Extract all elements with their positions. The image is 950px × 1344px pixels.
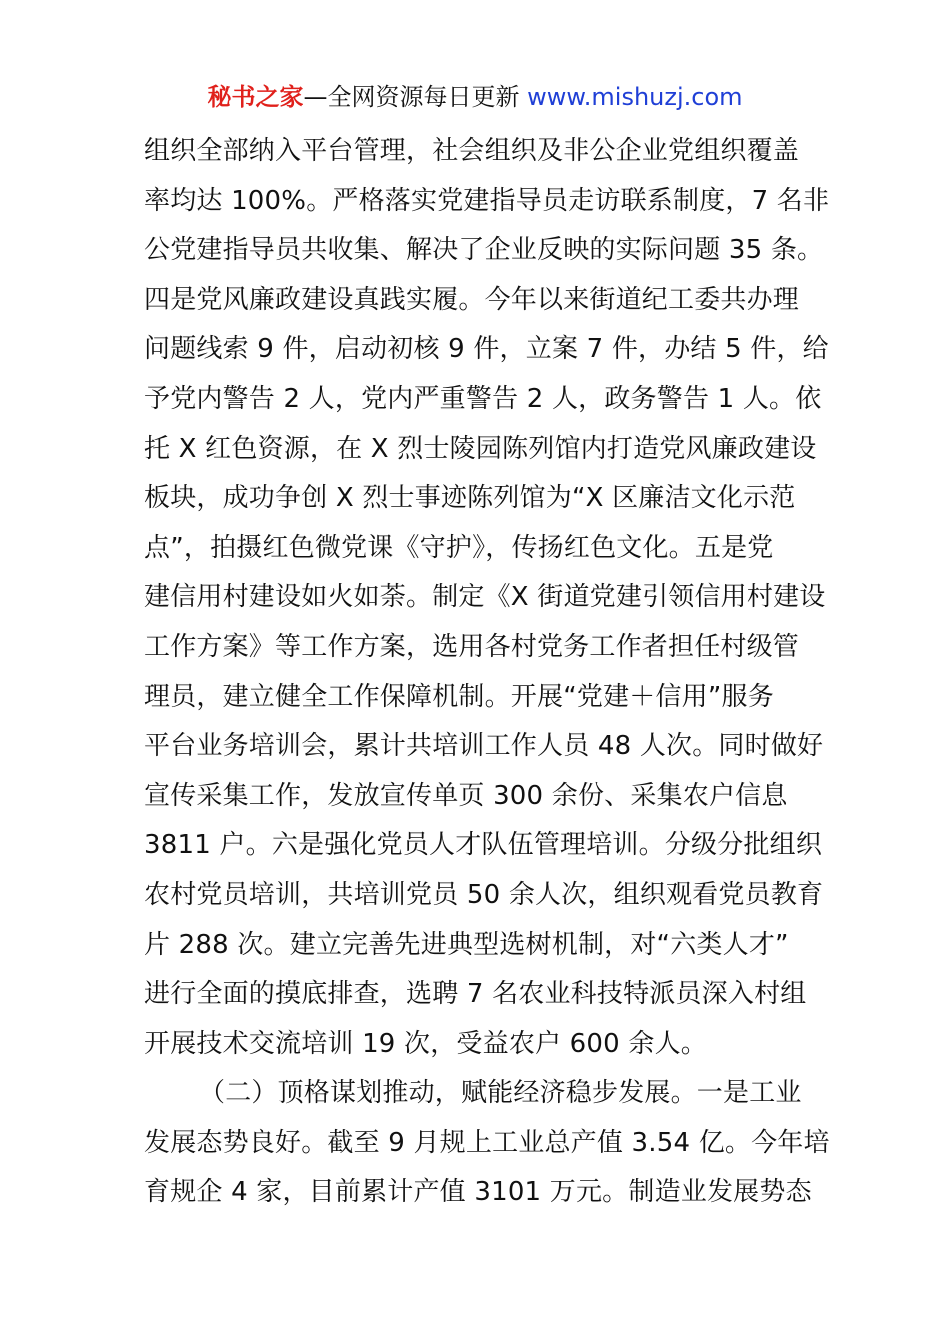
text-line: 宣传采集工作，发放宣传单页 300 余份、采集农户信息 bbox=[144, 780, 788, 811]
text-line: 组织全部纳入平台管理，社会组织及非公企业党组织覆盖 bbox=[144, 136, 800, 166]
text-line: 问题线索 9 件，启动初核 9 件，立案 7 件，办结 5 件，给 bbox=[144, 334, 829, 365]
text-line: 公党建指导员共收集、解决了企业反映的实际问题 35 条。 bbox=[144, 235, 824, 266]
text-line: 进行全面的摸底排查，选聘 7 名农业科技特派员深入村组 bbox=[144, 979, 807, 1010]
text-line: 育规企 4 家，目前累计产值 3101 万元。制造业发展势态 bbox=[144, 1177, 812, 1208]
text-line: 率均达 100%。严格落实党建指导员走访联系制度，7 名非 bbox=[144, 185, 830, 216]
text-line: 托 X 红色资源，在 X 烈士陵园陈列馆内打造党风廉政建设 bbox=[144, 433, 817, 464]
header-tagline: —全网资源每日更新 bbox=[303, 83, 528, 111]
text-line: 开展技术交流培训 19 次，受益农户 600 余人。 bbox=[144, 1028, 707, 1059]
text-line: 建信用村建设如火如荼。制定《X 街道党建引领信用村建设 bbox=[144, 582, 826, 613]
text-line: 点”，拍摄红色微党课《守护》，传扬红色文化。五是党 bbox=[144, 532, 774, 563]
text-line: 理员，建立健全工作保障机制。开展“党建＋信用”服务 bbox=[144, 681, 774, 712]
page-header bbox=[0, 80, 950, 114]
text-line: 片 288 次。建立完善先进典型选树机制，对“六类人才” bbox=[144, 929, 789, 960]
header-brand: 秘书之家 bbox=[207, 83, 304, 111]
document-body bbox=[144, 127, 830, 1218]
text-line: 工作方案》等工作方案，选用各村党务工作者担任村级管 bbox=[144, 631, 800, 662]
text-line: 予党内警告 2 人，党内严重警告 2 人，政务警告 1 人。依 bbox=[144, 383, 822, 414]
text-line: 农村党员培训，共培训党员 50 余人次，组织观看党员教育 bbox=[144, 879, 824, 910]
text-line: 发展态势良好。截至 9 月规上工业总产值 3.54 亿。今年培 bbox=[144, 1127, 830, 1158]
text-line: 四是党风廉政建设真践实履。今年以来街道纪工委共办理 bbox=[144, 284, 800, 315]
text-line: 平台业务培训会，累计共培训工作人员 48 人次。同时做好 bbox=[144, 731, 824, 762]
header-site-link[interactable]: www.mishuzj.com bbox=[527, 83, 743, 111]
text-line: 板块，成功争创 X 烈士事迹陈列馆为“X 区廉洁文化示范 bbox=[144, 483, 796, 514]
section-heading-line: （二）顶格谋划推动，赋能经济稳步发展。一是工业 bbox=[199, 1078, 802, 1109]
text-line: 3811 户。六是强化党员人才队伍管理培训。分级分批组织 bbox=[144, 830, 823, 861]
